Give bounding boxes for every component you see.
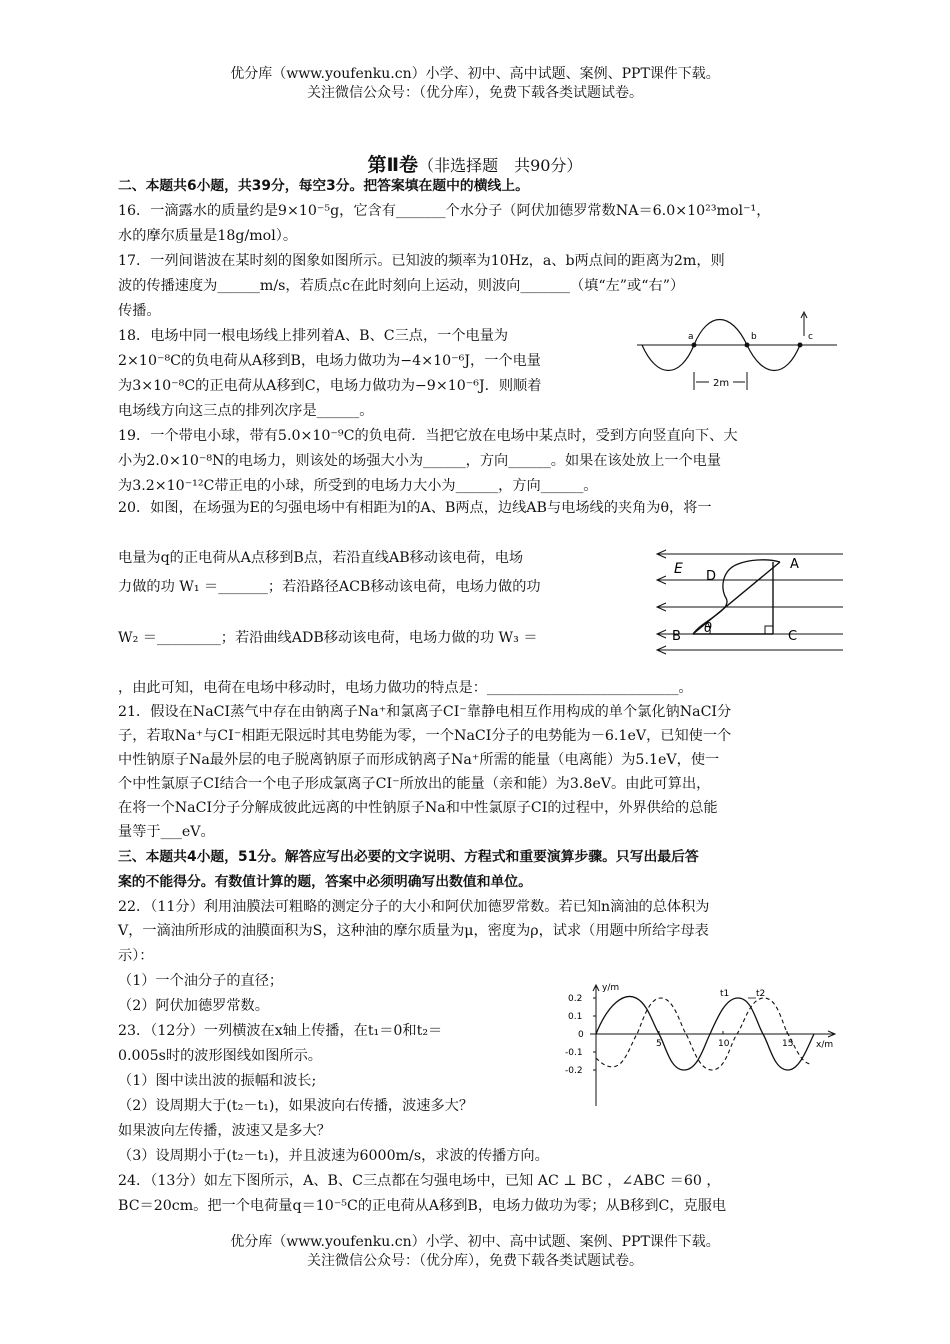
header-line-2: 关注微信公众号：（优分库），免费下载各类试题试卷。 <box>307 85 643 101</box>
fig17-wave-diagram <box>632 306 842 400</box>
q21-line-6: 量等于___eV。 <box>118 824 215 840</box>
fig20-field-diagram <box>648 540 848 662</box>
q23-part-2: （2）设周期大于(t₂－t₁)，如果波向右传播，波速多大？ <box>118 1098 474 1114</box>
fig23-y-tick-0-1: 0.1 <box>568 1012 583 1022</box>
fig17-label-b: b <box>751 332 757 342</box>
q20-line-4: W₂ ＝_________；若沿曲线ADB移动该电荷，电场力做的功 W₃ ＝ <box>118 630 538 646</box>
q17-line-2: 波的传播速度为______m/s，若质点c在此时刻向上运动，则波向_______（填“左”或“右”） <box>118 278 685 294</box>
q18-line-4: 电场线方向这三点的排列次序是______。 <box>118 403 374 419</box>
fig23-y-axis-label: y/m <box>602 983 620 993</box>
fig17-distance-label: 2m <box>713 378 730 389</box>
q22-part-1: （1）一个油分子的直径； <box>118 973 284 989</box>
q24-line-1: 24．（13分）如左下图所示，A、B、C三点都在匀强电场中，已知 AC ⊥ BC ，∠ABC ＝60 ， <box>118 1173 721 1189</box>
q21-line-4: 个中性氯原子CI结合一个电子形成氯离子CI⁻所放出的能量（亲和能）为3.8eV。由此可算出， <box>118 776 711 792</box>
q22-line-3: 示）： <box>118 948 154 964</box>
q17-line-1: 17．一列间谐波在某时刻的图象如图所示。已知波的频率为10Hz，a、b两点间的距离为2m，则 <box>118 253 725 269</box>
footer-line-1: 优分库（www.youfenku.cn）小学、初中、高中试题、案例、PPT课件下载。 <box>230 1234 720 1250</box>
q23-part-3: （3）设周期小于(t₂－t₁)，并且波速为6000m/s，求波的传播方向。 <box>118 1148 549 1164</box>
q23-part-1: （1）图中读出波的振幅和波长; <box>118 1073 317 1089</box>
fig23-x-tick-5: 5 <box>656 1039 662 1049</box>
section-3-heading-2: 案的不能得分。有数值计算的题，答案中必须明确写出数值和单位。 <box>118 874 532 890</box>
header-line-1: 优分库（www.youfenku.cn）小学、初中、高中试题、案例、PPT课件下载。 <box>230 66 720 82</box>
q20-line-3: 力做的功 W₁ ＝_______；若沿路径ACB移动该电荷，电场力做的功 <box>118 579 541 595</box>
fig23-y-tick-0-2: 0.2 <box>568 994 583 1004</box>
q24-line-2: BC＝20cm。把一个电荷量q＝10⁻⁵C的正电荷从A移到B，电场力做功为零；从B移到C，克服电 <box>118 1198 727 1214</box>
q21-line-1: 21．假设在NaCI蒸气中存在由钠离子Na⁺和氯离子CI⁻靠静电相互作用构成的单个氯化钠NaCI分 <box>118 704 732 720</box>
q19-line-3: 为3.2×10⁻¹²C带正电的小球，所受到的电场力大小为______，方向______。 <box>118 478 598 494</box>
fig23-y-tick-0: 0 <box>578 1030 584 1040</box>
q22-line-1: 22．（11分）利用油膜法可粗略的测定分子的大小和阿伏加德罗常数。若已知n滴油的总体积为 <box>118 899 710 915</box>
fig20-label-theta: θ <box>704 621 712 636</box>
fig20-label-D: D <box>706 569 717 584</box>
section-title <box>0 150 950 177</box>
q20-line-1: 20．如图，在场强为E的匀强电场中有相距为l的A、B两点，边线AB与电场线的夹角为θ，将一 <box>118 500 712 516</box>
fig23-label-t2: t2 <box>756 989 766 999</box>
q23-line-1: 23．（12分）一列横波在x轴上传播，在t₁＝0和t₂＝ <box>118 1023 443 1039</box>
q19-line-1: 19．一个带电小球，带有5.0×10⁻⁹C的负电荷．当把它放在电场中某点时，受到方向竖直向下、大 <box>118 428 738 444</box>
q22-line-2: V，一滴油所形成的油膜面积为S，这种油的摩尔质量为μ，密度为ρ，试求（用题中所给字母表 <box>118 923 709 939</box>
q19-line-2: 小为2.0×10⁻⁸N的电场力，则该处的场强大小为______，方向______。如果在该处放上一个电量 <box>118 453 722 469</box>
q20-line-2: 电量为q的正电荷从A点移到B点，若沿直线AB移动该电荷，电场 <box>118 550 524 566</box>
q21-line-2: 子，若取Na⁺与CI⁻相距无限远时其电势能为零，一个NaCI分子的电势能为－6.1eV，已知使一个 <box>118 728 732 744</box>
section-3-heading-1: 三、本题共4小题，51分。解答应写出必要的文字说明、方程式和重要演算步骤。只写出最后答 <box>118 849 699 865</box>
q22-part-2: （2）阿伏加德罗常数。 <box>118 998 269 1014</box>
q16-line-1: 16．一滴露水的质量约是9×10⁻⁵g，它含有_______个水分子（阿伏加德罗常数NA＝6.0×10²³mol⁻¹， <box>118 203 771 219</box>
q18-line-2: 2×10⁻⁸C的负电荷从A移到B，电场力做功为−4×10⁻⁶J，一个电量 <box>118 353 541 369</box>
fig17-label-c: c <box>808 332 813 342</box>
fig20-label-E: E <box>674 561 683 577</box>
fig20-label-A: A <box>790 557 799 572</box>
fig23-x-tick-10: 10 <box>718 1039 730 1049</box>
q21-line-5: 在将一个NaCI分子分解成彼此远离的中性钠原子Na和中性氯原子CI的过程中，外界供给的总能 <box>118 800 718 816</box>
fig20-label-B: B <box>672 629 681 644</box>
fig23-label-t1: t1 <box>720 989 730 999</box>
section-title-sub: （非选择题 共90分） <box>418 156 583 175</box>
footer-line-2: 关注微信公众号：（优分库），免费下载各类试题试卷。 <box>307 1253 643 1269</box>
q20-line-5: ，由此可知，电荷在电场中移动时，电场力做功的特点是：___________________________。 <box>118 680 693 696</box>
fig23-y-tick-neg-0-1: -0.1 <box>565 1048 583 1058</box>
fig23-x-tick-15: 15 <box>782 1039 794 1049</box>
fig23-x-axis-label: x/m <box>816 1040 834 1050</box>
q18-line-3: 为3×10⁻⁸C的正电荷从A移到C，电场力做功为−9×10⁻⁶J．则顺着 <box>118 378 542 394</box>
fig20-label-C: C <box>788 629 798 644</box>
q21-line-3: 中性钠原子Na最外层的电子脱离钠原子而形成钠离子Na⁺所需的能量（电离能）为5.1eV，使一 <box>118 752 720 768</box>
section-title-main: 第Ⅱ卷 <box>367 154 419 176</box>
section-2-heading: 二、本题共6小题，共39分，每空3分。把答案填在题中的横线上。 <box>118 178 529 194</box>
q17-line-3: 传播。 <box>118 303 161 319</box>
fig23-wave-graph <box>560 980 850 1110</box>
q16-line-2: 水的摩尔质量是18g/mol）。 <box>118 228 298 244</box>
fig23-y-tick-neg-0-2: -0.2 <box>565 1066 583 1076</box>
q18-line-1: 18．电场中同一根电场线上排列着A、B、C三点，一个电量为 <box>118 328 509 344</box>
fig17-label-a: a <box>688 332 694 342</box>
fig23-t1-wave <box>596 997 814 1071</box>
q23-part-2b: 如果波向左传播，波速又是多大？ <box>118 1123 331 1139</box>
q23-line-2: 0.005s时的波形图线如图所示。 <box>118 1048 322 1064</box>
